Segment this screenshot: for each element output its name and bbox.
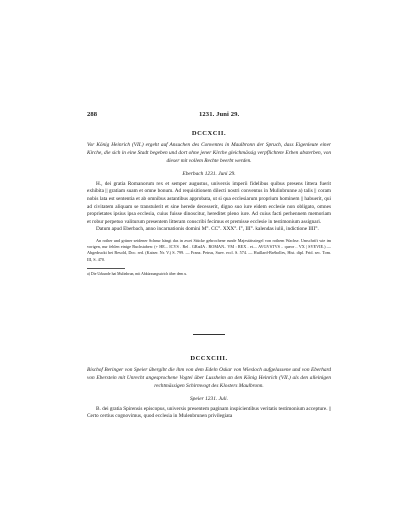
document-number: DCCXCIII. bbox=[190, 355, 228, 362]
place-date-line: Speier 1231. Juli. bbox=[189, 395, 229, 402]
document-793 bbox=[87, 355, 331, 421]
footnote-divider bbox=[87, 268, 125, 269]
charter-paragraph: Datum apud Eberbach, anno incarnationis domini M°. CC°. XXX°. I°, III°. kalendas iulii, indictione IIII°. bbox=[96, 226, 319, 233]
charter-paragraph: B. dei gratia Spirensis episcopus, universis presentem paginam inspicientibus veritatis testimonium accepture. || Certo certius cognovimus, quod ecclesia in Mulenbrunen privilegiata bbox=[87, 405, 331, 420]
regest-summary: Bischof Beringer von Speier übergibt die ihm von dem Edeln Oskar von Wiesloch aufgelassene und von Eberhard von Eberstein mit Unrecht angesprochene Vogtei über Lussheim an den König Heinrich (VII.) als den alleinigen rechtmässigen Schirmvogt des Klosters Maulbronn. bbox=[87, 367, 331, 389]
document-792 bbox=[87, 130, 331, 277]
running-head: 1231. Juni 29. bbox=[199, 111, 240, 118]
charter-text bbox=[87, 181, 331, 234]
page-number: 288 bbox=[87, 111, 98, 118]
place-date-line: Eberbach 1231. Juni 29. bbox=[182, 170, 236, 177]
charter-paragraph: H., dei gratia Romanorum rex et semper augustus, universis imperii fidelibus quibus presens littera fuerit exhibita || gratiam suam et omne bonum. Ad requisitionem dilecti nostri conventus in Mulinbrunne a) talis || coram nobis lata est sententia et ab omnibus astantibus approbata, ut si qua ecclesiarum proprium hominem || habuerit, qui ad civitatem aliquam se transtulerit et sine herede decesserit, digno suo iure eidem ecclesie non obligato, omnes proprietates ipsius ipsa ecclesia, cuius fuisse dinoscitur, hereditet pleno iure. Ad cuius facti perhennem memoriam et robur perpetuo valiturum presentem litteram conscribi fecimus et premisse ecclesie in testimonium assignari. bbox=[87, 180, 331, 225]
regest-summary: Vor König Heinrich (VII.) ergeht auf Ansuchen des Conventes in Maulbronn der Spruch, dass Eigenleute einer Kirche, die sich in eine Stadt begeben und dort ohne jener Kirche gleichmässig verpflichtete Erben absterben, von dieser mit vollem Rechte beerbt werden. bbox=[87, 142, 331, 164]
footnote: a) Die Urkunde hat Mulinbrun, mit Abkürzungsstrich über dem u. bbox=[87, 272, 188, 277]
document-number: DCCXCII. bbox=[191, 130, 227, 137]
seal-notes: An rother und grüner seidener Schnur hängt das in zwei Stücke gebrochene runde Majestätssiegel von rothem Wachse. Umschrift wie im vorigen, nur fehlen einige Buchstaben: (+ HE... ICVS . Rel . GRatIA . ROMAN.. VM : REX . et.... AVGVSTVS .. queor .. VX | SVEVIE.) — Abgedruckt bei Besold, Doc. red. (Kaiser. Nr. V.) S. 799. — Franz. Petrus, Suev. eccl. S. 574. — Huillard-Bréholles, Hist. dipl. Frid. sec. Tom. III, S. 470. bbox=[87, 237, 331, 262]
section-divider bbox=[193, 334, 225, 335]
charter-text bbox=[87, 406, 331, 421]
